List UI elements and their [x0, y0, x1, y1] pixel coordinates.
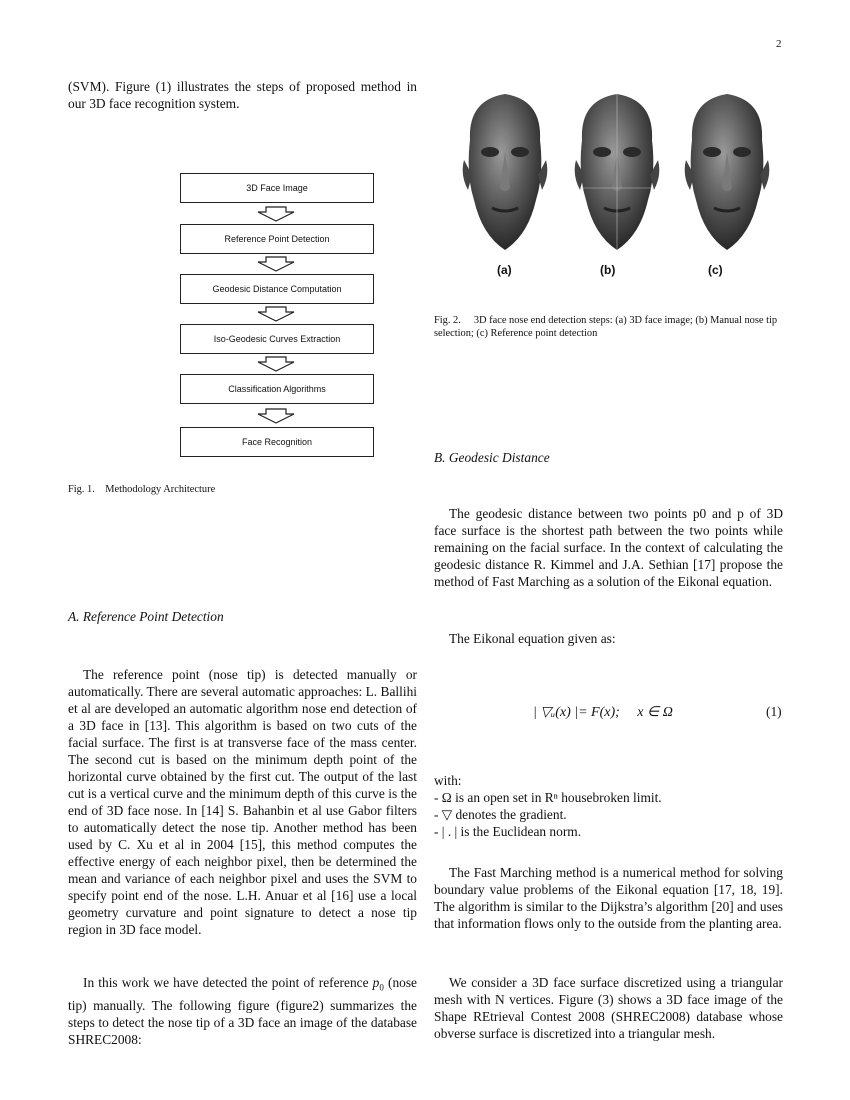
face-image-c	[685, 94, 770, 250]
final-paragraph	[434, 974, 783, 1042]
fig2-label-b: (b)	[600, 263, 616, 277]
fast-marching-text: The Fast Marching method is a numerical method for solving boundary value problems of the Eikonal equation [17, 18, 19]. The algorithm is similar to the Dijkstra’s algorithm [20] and uses that information flows only to the outside from the planting area.	[434, 865, 783, 931]
p0-sub: 0	[379, 982, 384, 993]
face-image-b	[575, 94, 660, 250]
fig2-caption: Fig. 2. 3D face nose end detection steps: (a) 3D face image; (b) Manual nose tip selection; (c) Reference point detection	[434, 315, 778, 339]
flow-arrow-icon	[254, 306, 298, 322]
section-b-heading: B. Geodesic Distance	[434, 450, 550, 465]
flowchart-step-3: Geodesic Distance Computation	[180, 274, 374, 304]
intro-text: (SVM). Figure (1) illustrates the steps of proposed method in our 3D face recognition system.	[68, 79, 417, 111]
fig1-caption: Fig. 1. Methodology Architecture	[68, 484, 216, 495]
fast-marching-paragraph	[434, 864, 783, 932]
flow-arrow-icon	[254, 256, 298, 272]
flowchart-step-5: Classification Algorithms	[180, 374, 374, 404]
eikonal-intro-text: The Eikonal equation given as:	[449, 631, 616, 646]
face-image-a	[463, 94, 548, 250]
page-number: 2	[776, 38, 782, 50]
section-a-body	[68, 666, 417, 938]
intro-paragraph	[68, 78, 417, 112]
equation-number: (1)	[766, 704, 782, 719]
flow-arrow-icon	[254, 206, 298, 222]
para2-text-post: (nose tip) manually. The following figure (figure2) summarizes the steps to detect the nose tip of a 3D face an image of the database SHREC2008:	[68, 975, 417, 1047]
p0-var: p	[372, 975, 380, 990]
flowchart-step-2: Reference Point Detection	[180, 224, 374, 254]
flow-arrow-icon	[254, 408, 298, 424]
section-a-paragraph-2	[68, 974, 417, 1048]
with-label: with:	[434, 773, 462, 788]
section-a-paragraph-1: The reference point (nose tip) is detected manually or automatically. There are several automatic approaches: L. Ballihi et al are developed an automatic algorithm nose end detection of a 3D face in [13]. This algorithm is based on two cuts of the facial surface. The first is at transverse face of the mass center. The second cut is based on the minimum depth point of the horizontal curve obtained by the first cut. The output of the last cut is a vertical curve and the minimum depth of this curve is the end of 3D face nose. In [14] S. Bahanbin et al use Gabor filters to automatically detect the nose tip. Another method has been used by C. Xu et al in 2004 [15], this method computes the effective energy of each neighbor pixel, then be determined the mean and variance of each neighbor pixel and uses the SVM to specify point end of the nose. L.H. Anuar et al [16] use a local geometry curvature and point signature to detect a nose tip region in 3D face model.	[68, 667, 417, 937]
fig2-label-a: (a)	[497, 263, 512, 277]
flowchart-step-4: Iso-Geodesic Curves Extraction	[180, 324, 374, 354]
flowchart-step-1: 3D Face Image	[180, 173, 374, 203]
eikonal-equation: | ▽ᵤ(x) |= F(x); x ∈ Ω	[533, 705, 673, 720]
with-item-1: - Ω is an open set in Rⁿ housebroken limit.	[434, 790, 662, 805]
section-b-body	[434, 505, 783, 590]
flow-arrow-icon	[254, 356, 298, 372]
fig2-label-c: (c)	[708, 263, 723, 277]
section-a-heading: A. Reference Point Detection	[68, 609, 224, 624]
final-paragraph-text: We consider a 3D face surface discretized using a triangular mesh with N vertices. Figure (3) shows a 3D face image of the Shape REtrieval Contest 2008 (SHREC2008) database whose obverse surface is discretized into a triangular mesh.	[434, 975, 783, 1041]
section-b-paragraph-1: The geodesic distance between two points p0 and p of 3D face surface is the shortest path between the two points while remaining on the facial surface. In the context of calculating the geodesic distance R. Kimmel and J.A. Sethian [17] propose the method of Fast Marching as a solution of the Eikonal equation.	[434, 506, 783, 589]
flowchart-step-6: Face Recognition	[180, 427, 374, 457]
with-list	[434, 772, 783, 840]
with-item-3: - | . | is the Euclidean norm.	[434, 824, 582, 839]
para2-text-pre: In this work we have detected the point of reference	[83, 975, 373, 990]
with-item-2: - ▽ denotes the gradient.	[434, 807, 567, 822]
fig2-3d-faces-image	[450, 80, 780, 280]
eikonal-intro	[434, 630, 783, 647]
